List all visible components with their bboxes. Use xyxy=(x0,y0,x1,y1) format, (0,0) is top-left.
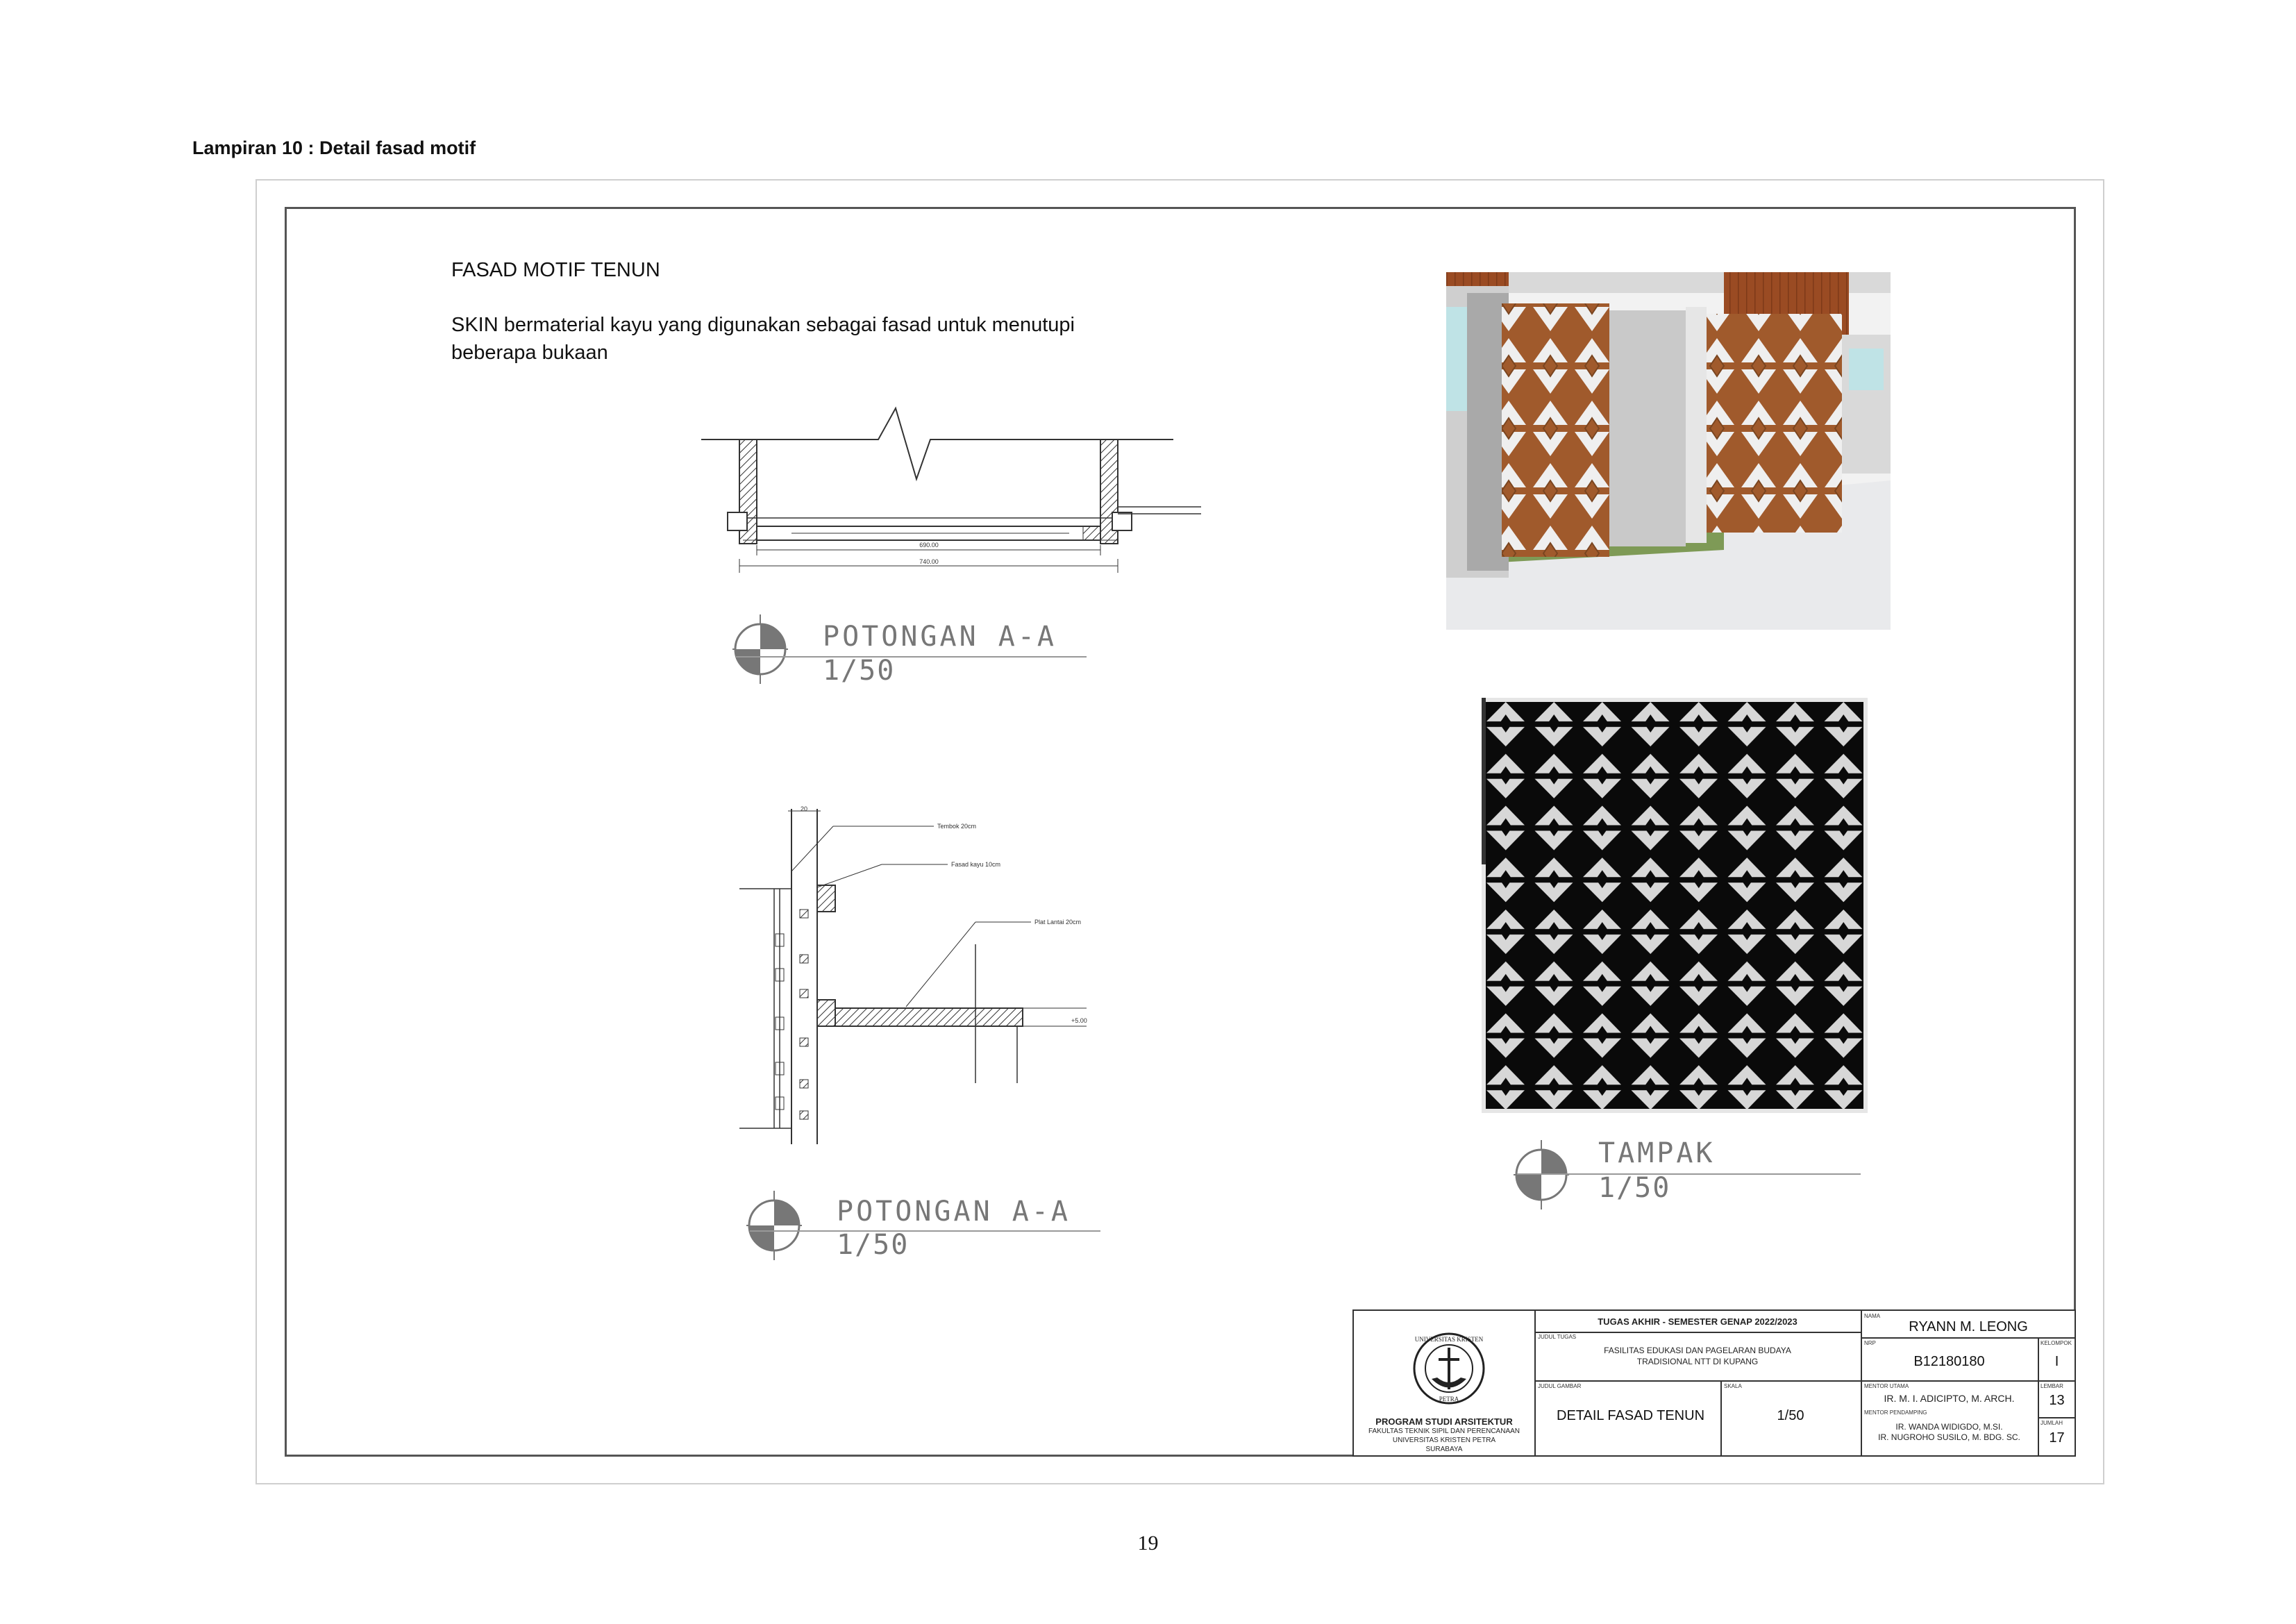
note-wall: Tembok 20cm xyxy=(937,823,977,830)
sheet-number: 13 xyxy=(2049,1393,2065,1408)
judul-gambar-label: JUDUL GAMBAR xyxy=(1538,1383,1582,1389)
section-marker-icon xyxy=(746,1187,802,1264)
city-name: SURABAYA xyxy=(1425,1446,1463,1453)
skala-label: SKALA xyxy=(1724,1383,1742,1389)
dimension-inner: 690.00 xyxy=(919,542,939,549)
section-drawing-2 xyxy=(739,805,1107,1146)
faculty-name: FAKULTAS TEKNIK SIPIL DAN PERENCANAAN xyxy=(1368,1428,1520,1435)
co-mentor-1: IR. WANDA WIDIGDO, M.SI. xyxy=(1895,1422,2003,1432)
note-facade: Fasad kayu 10cm xyxy=(951,861,1001,868)
svg-text:UNIVERSITAS KRISTEN: UNIVERSITAS KRISTEN xyxy=(1414,1336,1484,1343)
course-header: TUGAS AKHIR - SEMESTER GENAP 2022/2023 xyxy=(1598,1316,1798,1327)
university-seal-icon xyxy=(1411,1330,1487,1407)
appendix-heading: Lampiran 10 : Detail fasad motif xyxy=(192,137,476,158)
lembar-label: LEMBAR xyxy=(2041,1383,2063,1389)
section-2-scale: 1/50 xyxy=(837,1229,910,1261)
facade-elevation-pattern xyxy=(1482,698,1868,1113)
section-1-scale: 1/50 xyxy=(823,655,896,687)
group-number: I xyxy=(2054,1354,2059,1369)
sheet-description: SKIN bermaterial kayu yang digunakan sebagai fasad untuk menutupi beberapa bukaan xyxy=(451,314,1075,364)
section-marker-icon xyxy=(732,611,788,687)
svg-text:PETRA: PETRA xyxy=(1439,1396,1459,1403)
mentor-pendamping-label: MENTOR PENDAMPING xyxy=(1864,1409,1927,1416)
drawing-scale: 1/50 xyxy=(1777,1408,1804,1423)
note-slab: Plat Lantai 20cm xyxy=(1034,919,1082,926)
program-name: PROGRAM STUDI ARSITEKTUR xyxy=(1375,1416,1513,1427)
level-mark: +5.00 xyxy=(1071,1017,1087,1024)
elevation-marker-icon xyxy=(1514,1137,1569,1213)
facade-3d-render xyxy=(1446,272,1891,630)
project-title-line2: TRADISIONAL NTT DI KUPANG xyxy=(1636,1357,1759,1366)
student-id: B12180180 xyxy=(1913,1354,1985,1369)
label-underline xyxy=(736,656,1087,658)
label-underline xyxy=(750,1230,1100,1232)
elevation-scale: 1/50 xyxy=(1598,1172,1671,1204)
mentor-utama-label: MENTOR UTAMA xyxy=(1864,1383,1909,1389)
university-name: UNIVERSITAS KRISTEN PETRA xyxy=(1392,1437,1496,1444)
kelompok-label: KELOMPOK xyxy=(2041,1340,2072,1346)
sheet-title: FASAD MOTIF TENUN xyxy=(451,259,660,281)
section-2-label: POTONGAN A-A xyxy=(837,1196,1071,1228)
section-1-label: POTONGAN A-A xyxy=(823,621,1057,653)
sheet-total: 17 xyxy=(2049,1430,2065,1446)
student-name: RYANN M. LEONG xyxy=(1909,1319,2028,1334)
jumlah-label: JUMLAH xyxy=(2041,1420,2063,1426)
elevation-label: TAMPAK xyxy=(1598,1137,1716,1169)
dimension-top: 20 xyxy=(800,805,808,812)
page-number: 19 xyxy=(1137,1532,1159,1555)
label-underline xyxy=(1517,1173,1861,1175)
title-block xyxy=(1352,1309,2076,1457)
drawing-title: DETAIL FASAD TENUN xyxy=(1557,1408,1705,1423)
project-title-line1: FASILITAS EDUKASI DAN PAGELARAN BUDAYA xyxy=(1604,1346,1791,1355)
dimension-outer: 740.00 xyxy=(919,558,939,565)
main-mentor: IR. M. I. ADICIPTO, M. ARCH. xyxy=(1884,1393,2015,1404)
nrp-label: NRP xyxy=(1864,1340,1876,1346)
judul-tugas-label: JUDUL TUGAS xyxy=(1538,1334,1577,1340)
co-mentor-2: IR. NUGROHO SUSILO, M. BDG. SC. xyxy=(1878,1432,2020,1442)
nama-label: NAMA xyxy=(1864,1313,1881,1319)
section-drawing-1 xyxy=(687,403,1222,576)
